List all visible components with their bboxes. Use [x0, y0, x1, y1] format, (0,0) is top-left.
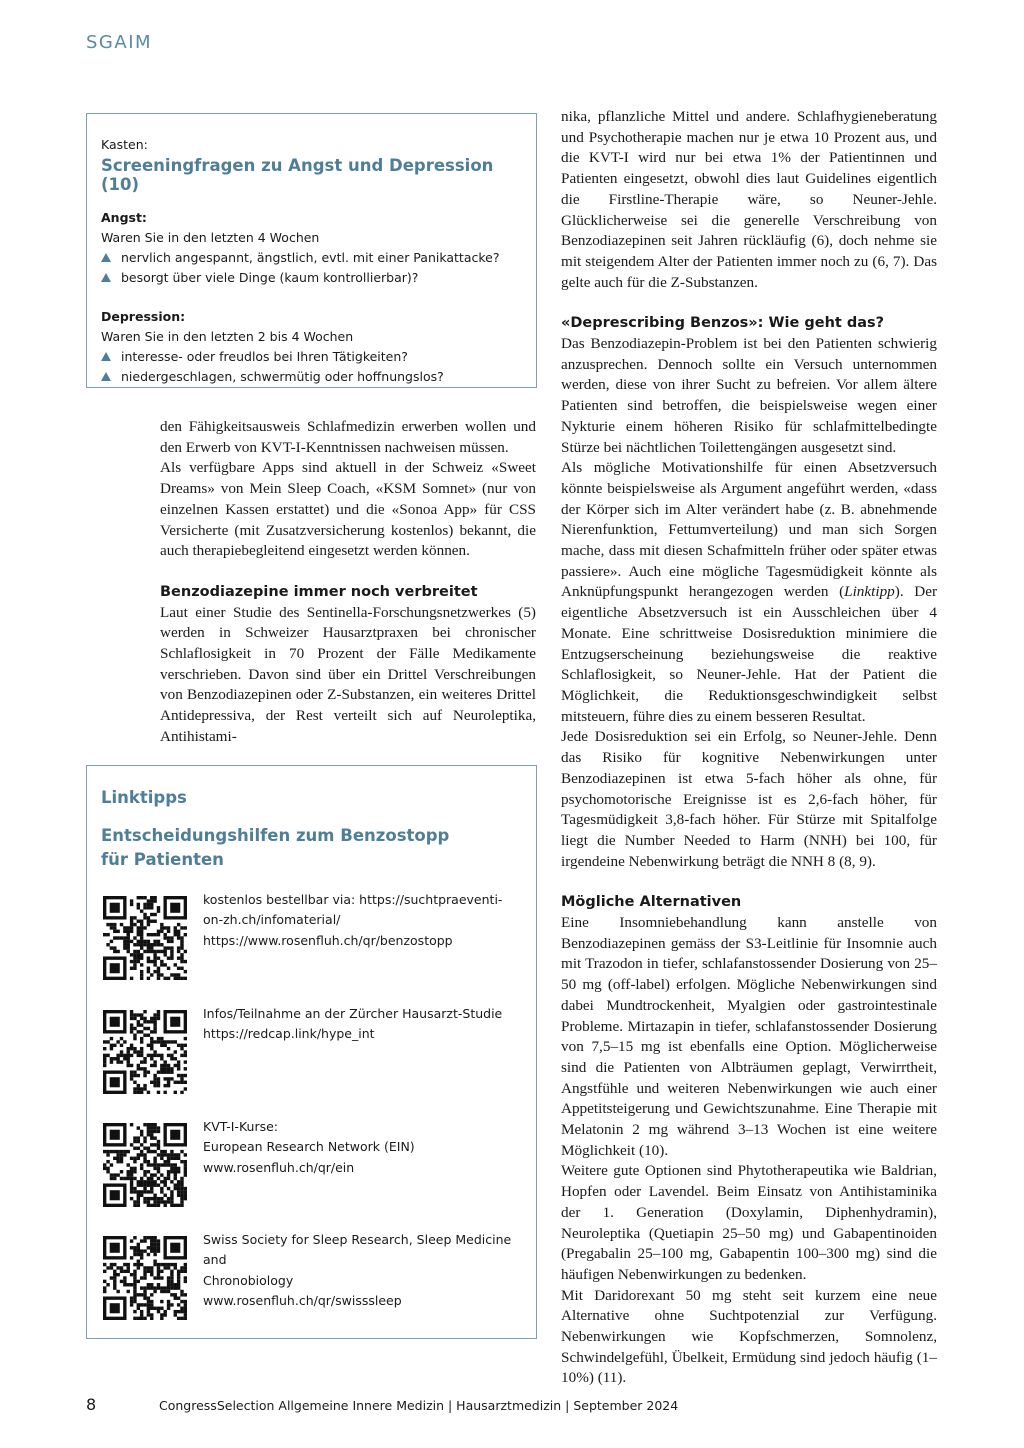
link-line: Swiss Society for Sleep Research, Sleep Medicine and	[203, 1232, 512, 1268]
section-heading: «Deprescribing Benzos»: Wie geht das?	[561, 315, 885, 332]
link-url[interactable]: https://redcap.link/hype_int	[203, 1026, 375, 1042]
triangle-bullet-icon	[101, 352, 111, 361]
paragraph: Das Benzodiazepin-Problem ist bei den Patienten schwierig anzusprechen. Dennoch sollte ein Versuch unternommen werden, diese von ihrer Sucht zu befreien. Vor allem ältere Patienten sind betroffen, die beispielsweise wegen einer Nykturie einem höheren Risiko für schlafmittelbedingte Stürze bei nächtlichen Toilettengängen ausgesetzt sind.	[561, 335, 937, 456]
depression-item-text: niedergeschlagen, schwermütig oder hoffnungslos?	[121, 369, 444, 384]
depression-item	[101, 347, 522, 367]
paragraph: Jede Dosisreduktion sei ein Erfolg, so Neuner-Jehle. Denn das Risiko für kognitive Nebenwirkungen unter Benzodiazepinen ist etwa 5-fach höher als ohne, für psychomotorische Ereignisse ist es 2,6-fach höher, für Tagesmüdigkeit 3,8-fach höher. Für Stürze mit Spitalfolge liegt die Number Needed to Harm (NNH) bei 100, für irgendeine Nebenwirkung beträgt die NNH 8 (8, 9).	[561, 728, 937, 870]
paragraph: Weitere gute Optionen sind Phytotherapeutika wie Baldrian, Hopfen oder Lavendel. Beim Einsatz von Antihistaminika der 1. Generation (Doxylamin, Diphenhydramin), Neuroleptika (Quetiapin 25–50 mg) und Gabapentinoiden (Pregabalin 25–100 mg, Gabapentin 100–300 mg) sind die häufigen Nebenwirkungen zu bedenken.	[561, 1162, 937, 1283]
linktipps-title: Linktipps	[101, 788, 187, 807]
depression-intro: Waren Sie in den letzten 2 bis 4 Wochen	[101, 329, 354, 344]
link-url[interactable]: https://www.rosenfluh.ch/qr/benzostopp	[203, 932, 453, 948]
paragraph: Mit Daridorexant 50 mg steht seit kurzem eine neue Alternative ohne Suchtpotenzial zur Verfügung. Nebenwirkungen wie Kopfschmerzen, Somnolenz, Schwindelgefühl, Übelkeit, Ermüdung sind jedoch häufig (1–10%) (11).	[561, 1286, 937, 1387]
qr-code-icon[interactable]	[103, 896, 187, 980]
paragraph: Laut einer Studie des Sentinella-Forschungsnetzwerkes (5) werden in Schweizer Hausarztpraxen bei chronischer Schlaflosigkeit in 70 Prozent der Fälle Medikamente verschrieben. Davon sind über ein Drittel Verschreibungen von Benzodiazepinen oder Z-Substanzen, ein weiteres Drittel Antidepressiva, der Rest verteilt sich auf Neuroleptika, Antihistami-	[160, 603, 536, 745]
link-line: kostenlos bestellbar via: https://suchtpraeventi-	[203, 892, 503, 907]
angst-item	[101, 268, 522, 288]
depression-item	[101, 367, 522, 387]
angst-heading: Angst:	[101, 210, 147, 225]
link-entry-text	[203, 1230, 523, 1311]
depression-heading: Depression:	[101, 309, 186, 324]
linktipps-subtitle-line: für Patienten	[101, 850, 224, 869]
paragraph: Als verfügbare Apps sind aktuell in der Schweiz «Sweet Dreams» von Mein Sleep Coach, «KSM Somnet» (nur von einzelnen Kassen erstattet) und die «Sonoa App» für CSS Versicherte (mit Zusatzversicherung kostenlos) bekannt, die auch therapiebegleitend eingesetzt werden können.	[160, 459, 536, 560]
angst-item-text: besorgt über viele Dinge (kaum kontrollierbar)?	[121, 270, 419, 285]
depression-item-text: interesse- oder freudlos bei Ihren Tätigkeiten?	[121, 349, 408, 364]
qr-code-icon[interactable]	[103, 1123, 187, 1207]
publication-footer: CongressSelection Allgemeine Innere Medizin | Hausarztmedizin | September 2024	[159, 1398, 679, 1413]
box-kicker: Kasten:	[101, 137, 148, 152]
link-line: KVT-I-Kurse:	[203, 1119, 278, 1134]
qr-code-icon[interactable]	[103, 1010, 187, 1094]
box-title: Screeningfragen zu Angst und Depression (10)	[101, 156, 494, 194]
link-entry-text	[203, 1004, 523, 1045]
paragraph: Eine Insomniebehandlung kann anstelle von Benzodiazepinen gemäss der S3-Leitlinie für Insomnie auch mit Trazodon in tiefer, schlafanstossender Dosierung von 25–50 mg (off-label) erfolgen. Mögliche Nebenwirkungen sind dabei Mundtrockenheit, Myalgien oder gastrointestinale Probleme. Mirtazapin in tiefer, schlafanstossender Dosierung von 7,5–15 mg ist ebenfalls eine Option. Möglicherweise sind die Patienten von Albträumen geplagt, Verwirrtheit, Angstfühle und weiteren Nebenwirkungen wie auch einer Appetitsteigerung und Gewichtszunahme. Eine Therapie mit Melatonin 2 mg während 3–13 Wochen ist eine weitere Möglichkeit (10).	[561, 914, 937, 1159]
right-text-column	[561, 107, 937, 1389]
paragraph: nika, pflanzliche Mittel und andere. Schlafhygieneberatung und Psychotherapie machen nur je etwa 10 Prozent aus, und die KVT-I wird nur bei etwa 1% der Patientinnen und Patienten eingesetzt, obwohl dies laut Guidelines eigentlich die Firstline-Therapie wäre, so Neuner-Jehle. Glücklicherweise sei die generelle Verschreibung von Benzodiazepinen seit Jahren rückläufig (6), doch nehme sie mit steigendem Alter der Patienten immer noch zu (6, 7). Das gelte auch für die Z-Substanzen.	[561, 108, 937, 291]
page-number: 8	[86, 1395, 97, 1414]
link-line: Chronobiology	[203, 1272, 294, 1288]
qr-code-icon[interactable]	[103, 1236, 187, 1320]
linktipps-box	[86, 765, 537, 1339]
screening-box	[86, 113, 537, 388]
paragraph-part: ). Der eigentliche Absetzversuch ist ein Ausschleichen über 4 Monate. Eine schrittweise Dosisreduktion minimiere die Entzugserscheinung beziehungsweise die reaktive Schlaflosigkeit, so Neuner-Jehle. Hat der Patient die Möglichkeit, die Reduktionsgeschwindigkeit selbst mitsteuern, führe dies zu einem besseren Resultat.	[561, 583, 937, 725]
triangle-bullet-icon	[101, 273, 111, 282]
link-url[interactable]: www.rosenfluh.ch/qr/ein	[203, 1159, 355, 1175]
link-entry-text	[203, 890, 523, 951]
section-heading: Mögliche Alternativen	[561, 894, 742, 911]
linktipp-reference: Linktipp	[844, 583, 895, 601]
triangle-bullet-icon	[101, 253, 111, 262]
journal-brand: SGAIM	[86, 32, 153, 53]
triangle-bullet-icon	[101, 372, 111, 381]
paragraph	[561, 458, 937, 727]
linktipps-subtitle-line: Entscheidungshilfen zum Benzostopp	[101, 826, 450, 845]
link-line: European Research Network (EIN)	[203, 1139, 415, 1155]
paragraph: den Fähigkeitsausweis Schlafmedizin erwerben wollen und den Erwerb von KVT-I-Kenntnissen nachweisen müssen.	[160, 418, 536, 456]
left-text-column	[160, 417, 536, 748]
link-line[interactable]: on-zh.ch/infomaterial/	[203, 912, 341, 928]
angst-intro: Waren Sie in den letzten 4 Wochen	[101, 230, 320, 245]
link-url[interactable]: www.rosenfluh.ch/qr/swisssleep	[203, 1292, 402, 1308]
link-entry-text	[203, 1117, 523, 1178]
link-line: Infos/Teilnahme an der Zürcher Hausarzt-Studie	[203, 1006, 503, 1021]
paragraph-part: Als mögliche Motivationshilfe für einen Absetzversuch könnte beispielsweise als Argument angeführt werden, «dass der Körper sich im Alter verändert habe (z. B. abnehmende Nierenfunktion, Fettumverteilung) und man sich Sorgen mache, dass mit diesen Schafmitteln früher oder später etwas passiere». Auch eine mögliche Tagesmüdigkeit könnte als Anknüpfungspunkt herangezogen werden (	[561, 459, 937, 601]
linktipps-subtitle	[101, 824, 522, 872]
section-heading: Benzodiazepine immer noch verbreitet	[160, 583, 478, 600]
angst-item-text: nervlich angespannt, ängstlich, evtl. mit einer Panikattacke?	[121, 250, 500, 265]
angst-item	[101, 248, 522, 268]
